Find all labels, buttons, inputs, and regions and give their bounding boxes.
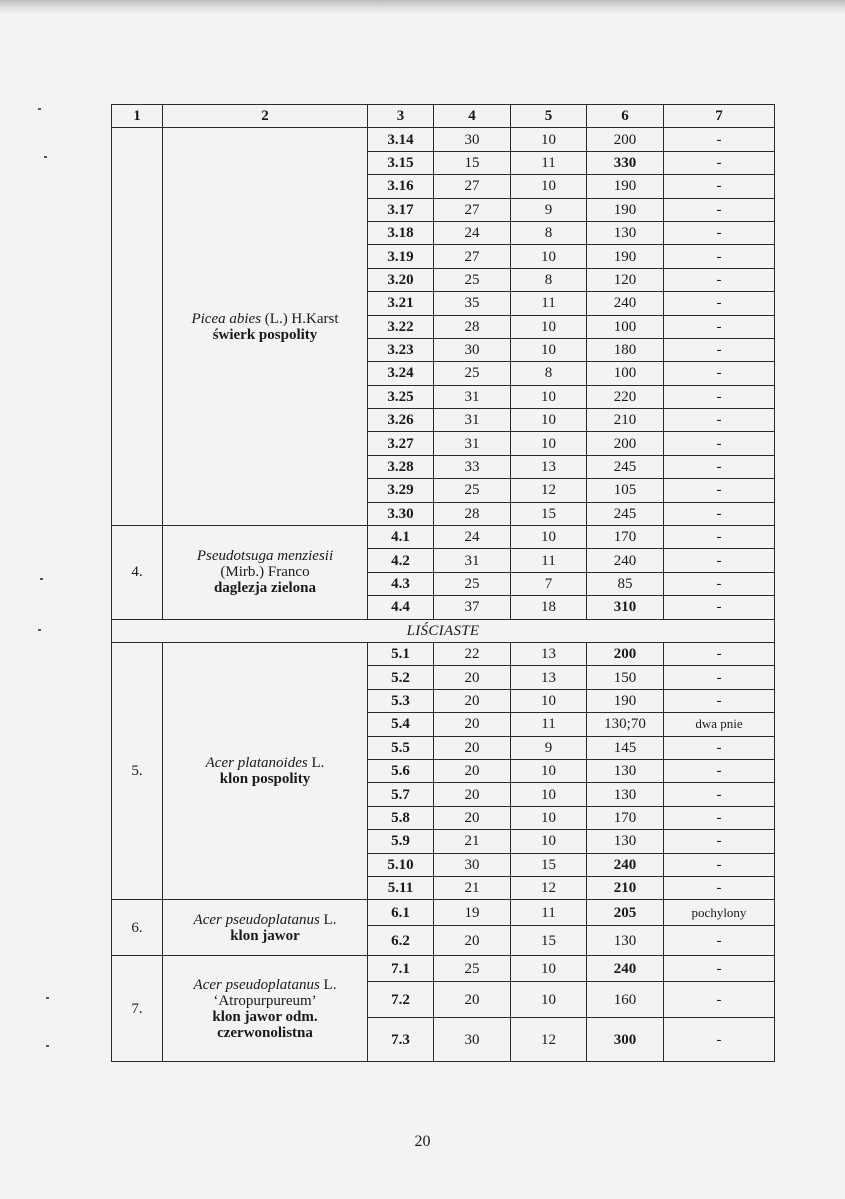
cell-col-7: -: [664, 666, 775, 689]
cell-col-7: -: [664, 198, 775, 221]
tree-number: 5.7: [368, 783, 434, 806]
cell-col-6: 245: [587, 455, 664, 478]
cell-col-5: 11: [511, 292, 587, 315]
cell-col-5: 18: [511, 596, 587, 619]
tree-number: 3.16: [368, 175, 434, 198]
cell-col-5: 10: [511, 432, 587, 455]
cell-col-5: 11: [511, 900, 587, 926]
cell-col-4: 19: [434, 900, 511, 926]
cell-col-6: 190: [587, 175, 664, 198]
cell-col-4: 20: [434, 982, 511, 1018]
species-author: L.: [307, 755, 325, 772]
cell-col-5: 10: [511, 783, 587, 806]
table-row: [112, 956, 775, 982]
cell-col-7: -: [664, 292, 775, 315]
cell-col-7: -: [664, 221, 775, 244]
cell-col-5: 11: [511, 151, 587, 174]
cell-col-5: 10: [511, 315, 587, 338]
cell-col-6: 145: [587, 736, 664, 759]
species-latin-line: [167, 977, 363, 993]
cell-col-6: 120: [587, 268, 664, 291]
scan-speck: [46, 997, 49, 999]
cell-col-4: 27: [434, 175, 511, 198]
cell-col-7: -: [664, 549, 775, 572]
tree-number: 5.3: [368, 689, 434, 712]
species-cell: [163, 128, 368, 526]
cell-col-6: 190: [587, 245, 664, 268]
cell-col-5: 10: [511, 128, 587, 151]
cell-col-4: 31: [434, 385, 511, 408]
tree-number: 3.14: [368, 128, 434, 151]
species-author: L.: [319, 911, 337, 928]
cell-col-4: 27: [434, 245, 511, 268]
cell-col-7: -: [664, 642, 775, 665]
cell-col-4: 33: [434, 455, 511, 478]
cell-col-7: -: [664, 526, 775, 549]
cell-col-4: 24: [434, 221, 511, 244]
cell-col-4: 25: [434, 572, 511, 595]
cell-col-6: 100: [587, 362, 664, 385]
cell-col-7: -: [664, 315, 775, 338]
cell-col-4: 20: [434, 783, 511, 806]
cell-col-7: -: [664, 128, 775, 151]
cell-col-7: -: [664, 853, 775, 876]
cell-col-6: 170: [587, 806, 664, 829]
cell-col-4: 20: [434, 759, 511, 782]
tree-number: 7.2: [368, 982, 434, 1018]
scan-top-edge: [0, 0, 845, 14]
species-polish-name: klon jawor: [230, 927, 300, 944]
cell-col-6: 85: [587, 572, 664, 595]
tree-number: 5.6: [368, 759, 434, 782]
cell-col-7: -: [664, 151, 775, 174]
cell-col-6: 200: [587, 128, 664, 151]
header-cell: 3: [368, 105, 434, 128]
tree-number: 3.27: [368, 432, 434, 455]
tree-number: 3.25: [368, 385, 434, 408]
header-cell: 5: [511, 105, 587, 128]
cell-col-5: 10: [511, 385, 587, 408]
cell-col-5: 10: [511, 409, 587, 432]
species-latin-name: Picea abies: [191, 310, 262, 327]
cell-col-7: -: [664, 362, 775, 385]
scan-speck: [38, 629, 41, 631]
table-row: [112, 642, 775, 665]
cell-col-4: 31: [434, 409, 511, 432]
cell-col-6: 240: [587, 956, 664, 982]
cell-col-6: 105: [587, 479, 664, 502]
tree-number: 3.24: [368, 362, 434, 385]
cell-col-4: 24: [434, 526, 511, 549]
cell-col-6: 190: [587, 198, 664, 221]
tree-number: 5.2: [368, 666, 434, 689]
cell-col-4: 20: [434, 666, 511, 689]
cell-col-7: -: [664, 1018, 775, 1062]
header-cell: 4: [434, 105, 511, 128]
scan-speck: [44, 156, 47, 158]
species-latin-line: [167, 548, 363, 564]
group-number: 6.: [112, 900, 163, 956]
cell-col-5: 7: [511, 572, 587, 595]
cell-col-5: 11: [511, 713, 587, 736]
cell-col-7: -: [664, 479, 775, 502]
cell-col-4: 31: [434, 432, 511, 455]
cell-col-7: -: [664, 926, 775, 956]
cell-col-4: 31: [434, 549, 511, 572]
cell-col-5: 10: [511, 689, 587, 712]
cell-col-5: 10: [511, 338, 587, 361]
cell-col-6: 130;70: [587, 713, 664, 736]
cell-col-6: 200: [587, 642, 664, 665]
cell-col-6: 330: [587, 151, 664, 174]
cell-col-7: -: [664, 245, 775, 268]
cell-col-5: 10: [511, 830, 587, 853]
cell-col-5: 9: [511, 198, 587, 221]
tree-number: 3.28: [368, 455, 434, 478]
table-row: [112, 526, 775, 549]
cell-col-5: 8: [511, 268, 587, 291]
section-heading: LIŚCIASTE: [112, 619, 775, 642]
cell-col-7: -: [664, 876, 775, 899]
species-cell: [163, 900, 368, 956]
species-latin-name: Acer pseudoplatanus: [193, 911, 320, 928]
species-latin-line: [167, 912, 363, 928]
page-number: 20: [414, 1133, 431, 1150]
cell-col-4: 20: [434, 713, 511, 736]
cell-col-7: -: [664, 432, 775, 455]
tree-number: 4.2: [368, 549, 434, 572]
cell-col-5: 10: [511, 759, 587, 782]
cell-col-6: 220: [587, 385, 664, 408]
scan-speck: [40, 578, 43, 580]
cell-col-4: 20: [434, 926, 511, 956]
cell-col-4: 20: [434, 806, 511, 829]
tree-number: 3.21: [368, 292, 434, 315]
cell-col-6: 130: [587, 830, 664, 853]
cell-col-7: dwa pnie: [664, 713, 775, 736]
cell-col-5: 10: [511, 982, 587, 1018]
header-cell: 2: [163, 105, 368, 128]
header-cell: 1: [112, 105, 163, 128]
cell-col-5: 10: [511, 245, 587, 268]
header-row: [112, 105, 775, 128]
cell-col-5: 12: [511, 876, 587, 899]
scan-speck: [38, 108, 41, 110]
cell-col-4: 30: [434, 1018, 511, 1062]
cell-col-7: -: [664, 736, 775, 759]
scan-speck: [46, 1045, 49, 1047]
cell-col-4: 30: [434, 128, 511, 151]
cell-col-6: 130: [587, 221, 664, 244]
cell-col-7: -: [664, 338, 775, 361]
header-cell: 7: [664, 105, 775, 128]
species-polish-name: klon jawor odm. czerwonolistna: [212, 1008, 318, 1041]
cell-col-6: 310: [587, 596, 664, 619]
tree-number: 3.17: [368, 198, 434, 221]
cell-col-7: -: [664, 759, 775, 782]
cell-col-7: -: [664, 268, 775, 291]
cell-col-6: 180: [587, 338, 664, 361]
cell-col-6: 130: [587, 926, 664, 956]
tree-number: 4.3: [368, 572, 434, 595]
tree-number: 5.5: [368, 736, 434, 759]
cell-col-6: 300: [587, 1018, 664, 1062]
cell-col-5: 12: [511, 479, 587, 502]
cell-col-6: 245: [587, 502, 664, 525]
cell-col-6: 210: [587, 409, 664, 432]
tree-number: 5.10: [368, 853, 434, 876]
cell-col-7: -: [664, 830, 775, 853]
tree-inventory-table: [111, 104, 775, 1062]
cell-col-7: -: [664, 175, 775, 198]
cell-col-4: 30: [434, 338, 511, 361]
group-number: 7.: [112, 956, 163, 1062]
tree-number: 7.3: [368, 1018, 434, 1062]
cell-col-5: 15: [511, 853, 587, 876]
tree-number: 5.8: [368, 806, 434, 829]
cell-col-4: 20: [434, 736, 511, 759]
cell-col-7: -: [664, 502, 775, 525]
cell-col-6: 190: [587, 689, 664, 712]
cell-col-5: 13: [511, 666, 587, 689]
species-author-extra: ‘Atropurpureum’: [213, 992, 317, 1009]
species-polish-name: świerk pospolity: [212, 326, 318, 343]
cell-col-6: 160: [587, 982, 664, 1018]
tree-number: 3.15: [368, 151, 434, 174]
tree-number: 7.1: [368, 956, 434, 982]
tree-number: 3.26: [368, 409, 434, 432]
cell-col-7: pochylony: [664, 900, 775, 926]
cell-col-7: -: [664, 689, 775, 712]
cell-col-5: 10: [511, 175, 587, 198]
tree-number: 3.30: [368, 502, 434, 525]
cell-col-4: 25: [434, 479, 511, 502]
cell-col-6: 210: [587, 876, 664, 899]
group-number: 5.: [112, 642, 163, 899]
cell-col-7: -: [664, 956, 775, 982]
cell-col-4: 28: [434, 315, 511, 338]
cell-col-6: 170: [587, 526, 664, 549]
cell-col-4: 15: [434, 151, 511, 174]
tree-number: 3.18: [368, 221, 434, 244]
cell-col-7: -: [664, 455, 775, 478]
cell-col-7: -: [664, 982, 775, 1018]
cell-col-5: 11: [511, 549, 587, 572]
cell-col-5: 12: [511, 1018, 587, 1062]
cell-col-4: 25: [434, 956, 511, 982]
cell-col-7: -: [664, 385, 775, 408]
cell-col-5: 15: [511, 926, 587, 956]
cell-col-5: 10: [511, 526, 587, 549]
group-number: 4.: [112, 526, 163, 620]
tree-number: 5.11: [368, 876, 434, 899]
cell-col-4: 28: [434, 502, 511, 525]
section-row: [112, 619, 775, 642]
cell-col-5: 8: [511, 362, 587, 385]
cell-col-4: 30: [434, 853, 511, 876]
cell-col-6: 240: [587, 853, 664, 876]
cell-col-4: 27: [434, 198, 511, 221]
species-latin-name: Acer pseudoplatanus: [193, 976, 320, 993]
tree-number: 6.2: [368, 926, 434, 956]
species-author: (L.) H.Karst: [261, 310, 339, 327]
species-latin-name: Acer platanoides: [205, 755, 308, 772]
tree-number: 6.1: [368, 900, 434, 926]
cell-col-4: 25: [434, 362, 511, 385]
species-latin-name: Pseudotsuga menziesii: [196, 548, 334, 565]
cell-col-5: 13: [511, 455, 587, 478]
cell-col-7: -: [664, 409, 775, 432]
cell-col-6: 100: [587, 315, 664, 338]
species-cell: [163, 642, 368, 899]
cell-col-7: -: [664, 572, 775, 595]
cell-col-6: 200: [587, 432, 664, 455]
cell-col-4: 35: [434, 292, 511, 315]
cell-col-5: 10: [511, 806, 587, 829]
cell-col-6: 240: [587, 549, 664, 572]
cell-col-7: -: [664, 783, 775, 806]
cell-col-7: -: [664, 596, 775, 619]
cell-col-4: 25: [434, 268, 511, 291]
cell-col-6: 205: [587, 900, 664, 926]
cell-col-6: 130: [587, 759, 664, 782]
cell-col-6: 150: [587, 666, 664, 689]
tree-number: 3.20: [368, 268, 434, 291]
cell-col-4: 21: [434, 830, 511, 853]
table-row: [112, 900, 775, 926]
cell-col-7: -: [664, 806, 775, 829]
tree-number: 5.4: [368, 713, 434, 736]
cell-col-5: 9: [511, 736, 587, 759]
cell-col-5: 10: [511, 956, 587, 982]
species-author: L.: [319, 976, 337, 993]
species-author-extra: (Mirb.) Franco: [220, 564, 310, 581]
group-number: [112, 128, 163, 526]
cell-col-6: 240: [587, 292, 664, 315]
species-polish-name: daglezja zielona: [213, 580, 317, 597]
cell-col-4: 21: [434, 876, 511, 899]
tree-number: 4.4: [368, 596, 434, 619]
header-cell: 6: [587, 105, 664, 128]
tree-number: 3.23: [368, 338, 434, 361]
tree-number: 3.22: [368, 315, 434, 338]
cell-col-6: 130: [587, 783, 664, 806]
species-latin-line: [167, 755, 363, 771]
species-latin-line: [167, 311, 363, 327]
table-row: [112, 128, 775, 151]
tree-number: 5.1: [368, 642, 434, 665]
cell-col-4: 37: [434, 596, 511, 619]
cell-col-5: 13: [511, 642, 587, 665]
cell-col-4: 20: [434, 689, 511, 712]
tree-number: 4.1: [368, 526, 434, 549]
tree-number: 3.19: [368, 245, 434, 268]
tree-number: 3.29: [368, 479, 434, 502]
species-cell: [163, 526, 368, 620]
tree-number: 5.9: [368, 830, 434, 853]
cell-col-5: 8: [511, 221, 587, 244]
cell-col-5: 15: [511, 502, 587, 525]
species-cell: [163, 956, 368, 1062]
cell-col-4: 22: [434, 642, 511, 665]
species-polish-name: klon pospolity: [219, 771, 311, 788]
